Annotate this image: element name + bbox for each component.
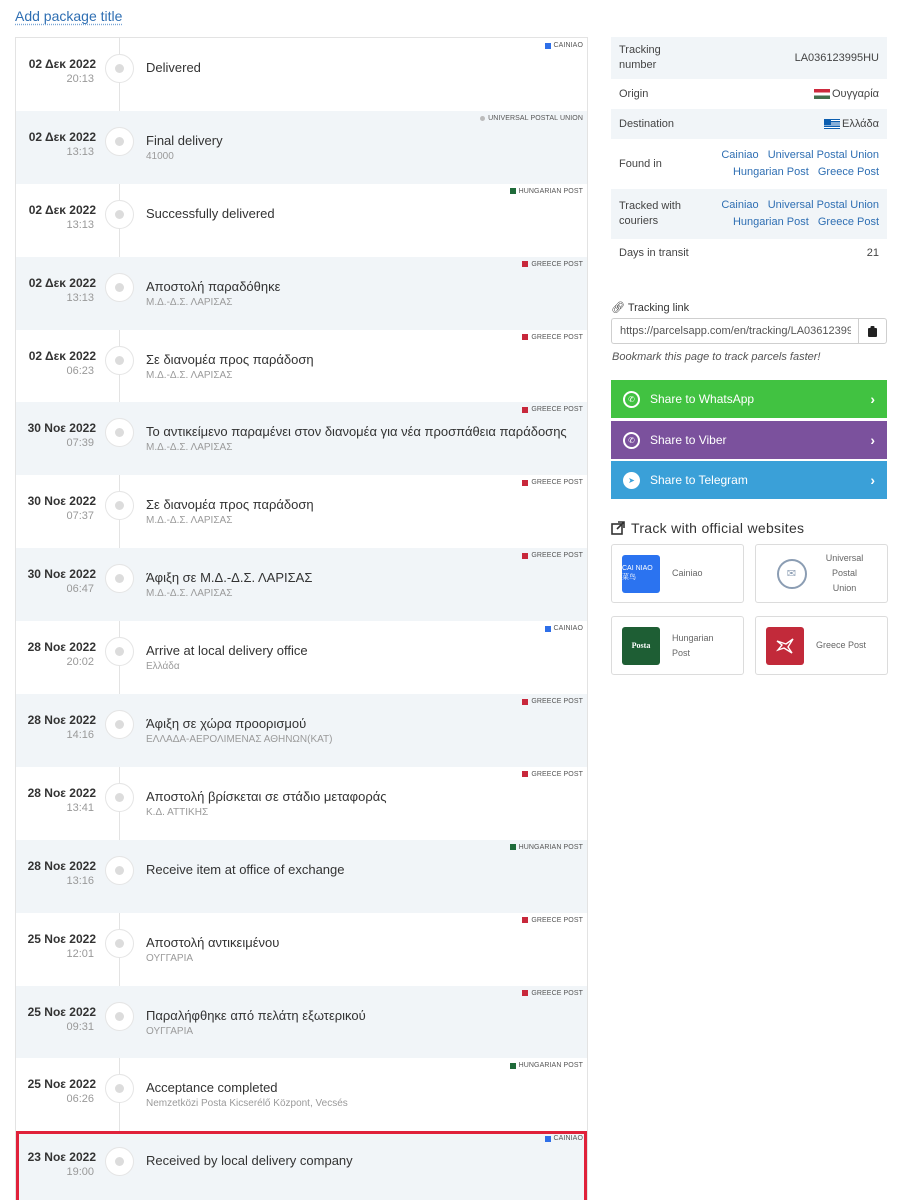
event-time: 13:41 (66, 801, 94, 814)
event-location: 41000 (146, 150, 174, 162)
share-viber-label: Share to Viber (650, 433, 727, 447)
courier-name: HUNGARIAN POST (518, 1062, 583, 1070)
cainiao-logo: CAI NIAO 菜鸟 (622, 555, 660, 593)
share-whatsapp-label: Share to WhatsApp (650, 392, 755, 406)
courier-name: GREECE POST (531, 552, 583, 560)
event-location: ΕΛΛΑΔΑ-ΑΕΡΟΛΙΜΕΝΑΣ ΑΘΗΝΩΝ(ΚΑΤ) (146, 734, 333, 746)
courier-name: UNIVERSAL POSTAL UNION (488, 114, 583, 122)
hermes-icon (774, 635, 796, 657)
tracking-link-label: Tracking link (627, 302, 690, 314)
courier-link-greece-post[interactable]: Greece Post (817, 216, 879, 228)
timeline-dot-icon (105, 346, 134, 375)
timeline-event (16, 548, 587, 621)
timeline-dot-icon (105, 929, 134, 958)
chevron-right-icon: › (870, 472, 875, 488)
event-time: 13:16 (66, 874, 94, 887)
courier-name: GREECE POST (531, 770, 583, 778)
event-location: ΟΥΓΓΑΡΙΑ (146, 1025, 194, 1037)
timeline-event (16, 986, 587, 1059)
event-time: 07:37 (66, 510, 94, 523)
share-whatsapp-button[interactable] (611, 380, 887, 418)
event-status: Acceptance completed (146, 1080, 278, 1096)
courier-logo-icon (510, 844, 516, 850)
courier-logo-icon (510, 1063, 516, 1069)
courier-logo-icon (522, 480, 528, 486)
origin-value: Ουγγαρία (832, 87, 879, 100)
event-location: Μ.Δ.-Δ.Σ. ΛΑΡΙΣΑΣ (146, 515, 233, 527)
found-link-cainiao[interactable]: Cainiao (721, 149, 759, 161)
share-telegram-button[interactable] (611, 461, 887, 499)
whatsapp-icon: ✆ (623, 391, 640, 408)
courier-name: GREECE POST (531, 479, 583, 487)
official-site-name: Greece Post (816, 640, 867, 650)
official-site-name: Universal Postal Union (825, 553, 864, 593)
event-status: Delivered (146, 60, 201, 75)
courier-badge (522, 479, 583, 486)
courier-logo-icon (522, 334, 528, 340)
event-time: 14:16 (66, 729, 94, 742)
official-site-cainiao[interactable] (611, 544, 744, 603)
courier-logo-icon (545, 43, 551, 49)
courier-logo-icon (522, 261, 528, 267)
courier-name: CAINIAO (553, 625, 583, 633)
courier-badge (522, 261, 583, 268)
hungary-flag-icon (814, 89, 830, 99)
courier-name: GREECE POST (531, 260, 583, 268)
courier-badge (480, 115, 583, 122)
event-date: 02 Δεκ 2022 (28, 129, 96, 144)
days-in-transit-row (611, 239, 887, 268)
event-status: Receive item at office of exchange (146, 861, 345, 877)
courier-logo-icon (522, 990, 528, 996)
courier-badge (545, 42, 583, 49)
event-date: 28 Νοε 2022 (27, 713, 96, 728)
event-time: 12:01 (66, 947, 94, 960)
courier-name: CAINIAO (553, 1135, 583, 1143)
event-time: 06:23 (66, 364, 94, 377)
event-location: Μ.Δ.-Δ.Σ. ΛΑΡΙΣΑΣ (146, 369, 233, 381)
timeline-event (16, 1058, 587, 1131)
courier-logo-icon (545, 1136, 551, 1142)
timeline-dot-icon (105, 491, 134, 520)
event-date: 02 Δεκ 2022 (28, 202, 96, 217)
viber-icon: ✆ (623, 432, 640, 449)
courier-name: GREECE POST (531, 989, 583, 997)
courier-badge (522, 917, 583, 924)
tracking-link-input[interactable] (611, 318, 859, 344)
destination-label: Destination (619, 117, 675, 130)
courier-badge (522, 771, 583, 778)
event-status: Το αντικείμενο παραμένει στον διανομέα για νέα προσπάθεια παράδοσης (146, 424, 567, 440)
event-date: 02 Δεκ 2022 (28, 57, 96, 71)
timeline-event (16, 330, 587, 403)
upu-globe-icon: ✉ (777, 559, 807, 589)
courier-badge (522, 698, 583, 705)
timeline-event (16, 184, 587, 257)
event-status: Arrive at local delivery office (146, 643, 308, 659)
official-websites-heading (611, 520, 804, 536)
timeline-dot-icon (105, 200, 134, 229)
courier-badge (510, 1062, 583, 1069)
copy-link-button[interactable] (858, 318, 887, 344)
greece-post-logo (766, 627, 804, 665)
clipboard-icon (868, 326, 877, 337)
found-link-hungarian-post[interactable]: Hungarian Post (732, 166, 809, 178)
courier-logo-icon (522, 771, 528, 777)
event-status: Αποστολή αντικειμένου (146, 934, 280, 950)
courier-name: CAINIAO (553, 42, 583, 49)
tracking-link-heading (611, 301, 689, 314)
event-date: 02 Δεκ 2022 (28, 275, 96, 290)
origin-row (611, 79, 887, 109)
days-in-transit-label: Days in transit (619, 247, 689, 259)
event-status: Received by local delivery company (146, 1153, 353, 1169)
event-location: ΟΥΓΓΑΡΙΑ (146, 952, 194, 964)
timeline-dot-icon (105, 127, 134, 156)
courier-link-upu[interactable]: Universal Postal Union (767, 199, 879, 211)
bookmark-hint: Bookmark this page to track parcels faster! (612, 351, 821, 363)
courier-logo-icon (480, 116, 485, 121)
event-location: Ελλάδα (146, 661, 180, 673)
courier-name: GREECE POST (531, 698, 583, 706)
courier-logo-icon (522, 917, 528, 923)
courier-badge (510, 844, 583, 851)
add-package-title-link[interactable]: Add package title (15, 8, 123, 24)
timeline-event (16, 694, 587, 767)
share-telegram-label: Share to Telegram (650, 473, 748, 487)
destination-value: Ελλάδα (841, 117, 879, 130)
chevron-right-icon: › (870, 391, 875, 407)
event-status: Σε διανομέα προς παράδοση (146, 497, 314, 513)
tracking-timeline (15, 37, 588, 1200)
official-site-hungarian-post[interactable] (611, 616, 744, 675)
courier-link-hungarian-post[interactable]: Hungarian Post (732, 216, 809, 228)
event-time: 20:02 (66, 656, 94, 669)
timeline-dot-icon (105, 54, 134, 83)
event-time: 06:47 (66, 583, 94, 596)
event-location: Μ.Δ.-Δ.Σ. ΛΑΡΙΣΑΣ (146, 588, 233, 600)
event-time: 07:39 (66, 437, 94, 450)
courier-badge (522, 990, 583, 997)
destination-row (611, 109, 887, 139)
timeline-event (16, 1131, 587, 1200)
courier-name: GREECE POST (531, 333, 583, 341)
timeline-dot-icon (105, 1074, 134, 1103)
courier-badge (545, 625, 583, 632)
tracking-number-row (611, 37, 887, 79)
event-date: 02 Δεκ 2022 (28, 348, 96, 363)
event-location: Nemzetközi Posta Kicserélő Központ, Vecsés (146, 1098, 348, 1110)
courier-name: HUNGARIAN POST (518, 187, 583, 195)
event-status: Άφιξη σε χώρα προορισμού (146, 716, 307, 732)
official-websites-title: Track with official websites (631, 520, 805, 536)
event-status: Σε διανομέα προς παράδοση (146, 351, 314, 367)
event-status: Παραλήφθηκε από πελάτη εξωτερικού (146, 1007, 366, 1023)
timeline-event (16, 402, 587, 475)
event-location: Κ.Δ. ΑΤΤΙΚΗΣ (146, 806, 209, 818)
external-link-icon (611, 521, 625, 535)
courier-name: HUNGARIAN POST (518, 843, 583, 851)
courier-badge (510, 188, 583, 195)
event-location: Μ.Δ.-Δ.Σ. ΛΑΡΙΣΑΣ (146, 442, 233, 454)
share-viber-button[interactable] (611, 421, 887, 459)
courier-badge (522, 406, 583, 413)
event-time: 19:00 (66, 1166, 94, 1179)
package-info-table (611, 37, 887, 268)
telegram-icon: ➤ (623, 472, 640, 489)
event-date: 28 Νοε 2022 (27, 858, 96, 873)
event-status: Άφιξη σε Μ.Δ.-Δ.Σ. ΛΑΡΙΣΑΣ (146, 570, 313, 586)
timeline-event (16, 111, 587, 184)
event-status: Αποστολή βρίσκεται σε στάδιο μεταφοράς (146, 788, 387, 804)
found-link-greece-post[interactable]: Greece Post (817, 166, 879, 178)
timeline-dot-icon (105, 856, 134, 885)
courier-logo-icon (510, 188, 516, 194)
official-site-name: Cainiao (672, 568, 703, 578)
found-link-upu[interactable]: Universal Postal Union (767, 149, 879, 161)
tracking-number-value: LA036123995HU (794, 51, 879, 64)
courier-logo-icon (522, 553, 528, 559)
event-date: 28 Νοε 2022 (27, 640, 96, 655)
event-date: 30 Νοε 2022 (27, 567, 96, 582)
event-date: 28 Νοε 2022 (27, 785, 96, 800)
found-in-label: Found in (619, 157, 662, 170)
greece-flag-icon (824, 119, 840, 129)
timeline-dot-icon (105, 564, 134, 593)
event-date: 30 Νοε 2022 (27, 494, 96, 509)
official-site-greece-post[interactable] (755, 616, 888, 675)
courier-logo-icon (545, 626, 551, 632)
official-site-name: Hungarian Post (672, 632, 714, 658)
timeline-event (16, 257, 587, 330)
event-time: 13:13 (66, 218, 94, 231)
timeline-event (16, 475, 587, 548)
official-site-upu[interactable] (755, 544, 888, 603)
hungarian-post-logo: Posta (622, 627, 660, 665)
timeline-dot-icon (105, 710, 134, 739)
event-time: 20:13 (66, 73, 94, 85)
event-date: 30 Νοε 2022 (27, 421, 96, 436)
timeline-event (16, 38, 587, 111)
timeline-dot-icon (105, 1002, 134, 1031)
courier-name: GREECE POST (531, 916, 583, 924)
found-in-row (611, 139, 887, 189)
event-time: 13:13 (66, 291, 94, 304)
tracking-number-label: Tracking number (619, 44, 661, 71)
timeline-event (16, 621, 587, 694)
event-date: 25 Νοε 2022 (27, 1004, 96, 1019)
tracked-with-row (611, 189, 887, 239)
event-date: 25 Νοε 2022 (27, 931, 96, 946)
days-in-transit-value: 21 (866, 247, 879, 259)
timeline-dot-icon (105, 783, 134, 812)
courier-link-cainiao[interactable]: Cainiao (721, 199, 759, 211)
event-time: 09:31 (66, 1020, 94, 1033)
event-location: Μ.Δ.-Δ.Σ. ΛΑΡΙΣΑΣ (146, 296, 233, 308)
event-time: 13:13 (66, 145, 94, 158)
origin-label: Origin (619, 87, 649, 100)
timeline-dot-icon (105, 273, 134, 302)
timeline-event (16, 767, 587, 840)
courier-badge (522, 334, 583, 341)
event-status: Successfully delivered (146, 205, 275, 221)
event-time: 06:26 (66, 1093, 94, 1106)
courier-badge (522, 552, 583, 559)
event-status: Final delivery (146, 132, 223, 148)
timeline-dot-icon (105, 637, 134, 666)
event-date: 23 Νοε 2022 (27, 1150, 96, 1165)
timeline-event (16, 840, 587, 913)
tracked-with-label: Tracked with couriers (619, 200, 681, 227)
courier-badge (545, 1135, 583, 1142)
link-icon: 🔗︎ (611, 302, 625, 314)
event-status: Αποστολή παραδόθηκε (146, 278, 281, 294)
courier-logo-icon (522, 699, 528, 705)
timeline-event (16, 913, 587, 986)
chevron-right-icon: › (870, 432, 875, 448)
courier-logo-icon (522, 407, 528, 413)
timeline-dot-icon (105, 418, 134, 447)
event-date: 25 Νοε 2022 (27, 1077, 96, 1092)
timeline-dot-icon (105, 1147, 134, 1176)
courier-name: GREECE POST (531, 406, 583, 414)
